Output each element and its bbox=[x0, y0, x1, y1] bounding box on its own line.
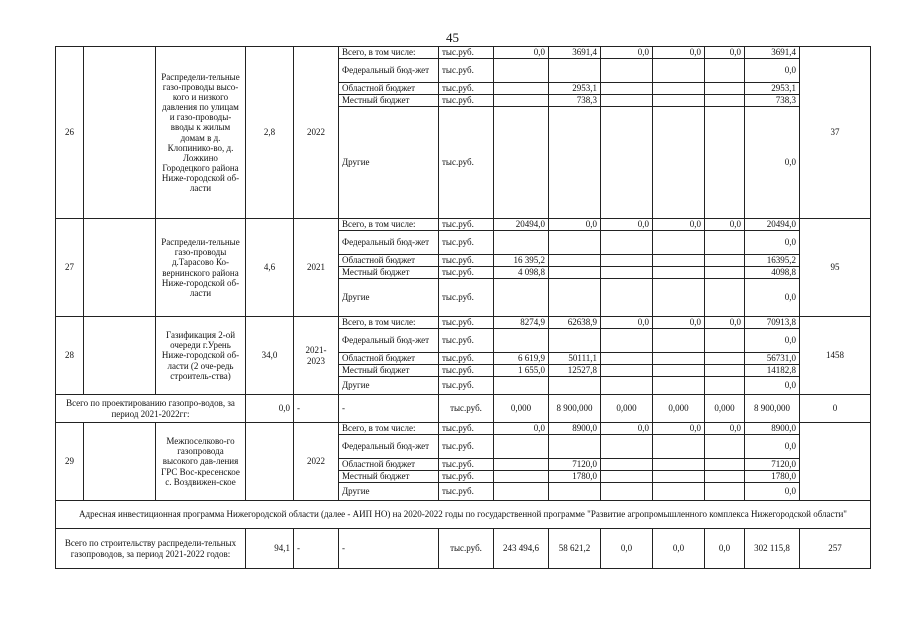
value-cell bbox=[494, 329, 549, 353]
program-header: Адресная инвестиционная программа Нижегородской области (далее - АИП НО) на 2020-2022 годы по государственной программе "Развитие агропромышленного комплекса Нижегородской области" bbox=[56, 501, 871, 529]
value-cell bbox=[705, 483, 745, 501]
summary-dash: - bbox=[294, 529, 339, 569]
value-cell: 0,0 bbox=[705, 423, 745, 435]
value-cell: 2953,1 bbox=[549, 83, 601, 95]
summary-value: 302 115,8 bbox=[745, 529, 800, 569]
value-cell: 6 619,9 bbox=[494, 353, 549, 365]
value-cell: 2953,1 bbox=[745, 83, 800, 95]
summary-result: 0 bbox=[800, 395, 871, 423]
unit: тыс.руб. bbox=[439, 365, 494, 377]
unit: тыс.руб. bbox=[439, 529, 494, 569]
value-cell bbox=[705, 83, 745, 95]
row-number: 29 bbox=[56, 423, 84, 501]
value-cell bbox=[494, 435, 549, 459]
summary-value: 243 494,6 bbox=[494, 529, 549, 569]
unit: тыс.руб. bbox=[439, 471, 494, 483]
value-cell: 56731,0 bbox=[745, 353, 800, 365]
value-cell bbox=[549, 255, 601, 267]
value-cell: 0,0 bbox=[494, 47, 549, 59]
table-row bbox=[56, 423, 871, 435]
row-empty bbox=[84, 219, 156, 317]
value-cell bbox=[494, 459, 549, 471]
value-cell bbox=[653, 231, 705, 255]
value-cell bbox=[653, 279, 705, 317]
value-cell: 738,3 bbox=[549, 95, 601, 107]
value-cell bbox=[705, 471, 745, 483]
result-cell: 1458 bbox=[800, 317, 871, 395]
table-row bbox=[56, 317, 871, 329]
value-cell bbox=[653, 353, 705, 365]
summary-value: 0,0 bbox=[653, 529, 705, 569]
funding-source: Федеральный бюд-жет bbox=[339, 231, 439, 255]
value-cell bbox=[549, 231, 601, 255]
value-cell bbox=[494, 231, 549, 255]
summary-value: 0,000 bbox=[705, 395, 745, 423]
value-cell bbox=[653, 59, 705, 83]
funding-source: Федеральный бюд-жет bbox=[339, 59, 439, 83]
value-cell bbox=[494, 279, 549, 317]
value-cell bbox=[601, 255, 653, 267]
value-cell bbox=[653, 83, 705, 95]
object-name: Распредели-тельные газо-проводы высо-кого и низкого давления по улицам и газо-проводы-вводы к жилым домам в д. Клопинико-во, д. Ложкино Городецкого района Ниже-городской об-ласти bbox=[156, 47, 246, 219]
length-km: 34,0 bbox=[246, 317, 294, 395]
summary-value: 0,0 bbox=[705, 529, 745, 569]
summary-value: 58 621,2 bbox=[549, 529, 601, 569]
value-cell: 0,0 bbox=[705, 219, 745, 231]
value-cell: 8900,0 bbox=[745, 423, 800, 435]
unit: тыс.руб. bbox=[439, 377, 494, 395]
value-cell bbox=[549, 107, 601, 219]
table-row bbox=[56, 47, 871, 59]
object-name: Межпоселково-го газопровода высокого дав-ления ГРС Вос-кресенское с. Воздвижен-ское bbox=[156, 423, 246, 501]
unit: тыс.руб. bbox=[439, 95, 494, 107]
result-cell: 37 bbox=[800, 47, 871, 219]
row-number: 28 bbox=[56, 317, 84, 395]
funding-source: Областной бюджет bbox=[339, 83, 439, 95]
summary-length: 94,1 bbox=[246, 529, 294, 569]
value-cell bbox=[601, 435, 653, 459]
value-cell: 1780,0 bbox=[549, 471, 601, 483]
value-cell bbox=[601, 483, 653, 501]
unit: тыс.руб. bbox=[439, 483, 494, 501]
unit: тыс.руб. bbox=[439, 435, 494, 459]
unit: тыс.руб. bbox=[439, 83, 494, 95]
value-cell: 50111,1 bbox=[549, 353, 601, 365]
summary-dash: - bbox=[339, 529, 439, 569]
summary-value: 0,000 bbox=[601, 395, 653, 423]
value-cell bbox=[549, 377, 601, 395]
unit: тыс.руб. bbox=[439, 317, 494, 329]
value-cell bbox=[494, 377, 549, 395]
value-cell bbox=[494, 483, 549, 501]
value-cell bbox=[653, 471, 705, 483]
value-cell bbox=[705, 107, 745, 219]
value-cell: 0,0 bbox=[653, 47, 705, 59]
value-cell bbox=[705, 279, 745, 317]
value-cell bbox=[494, 471, 549, 483]
value-cell bbox=[653, 107, 705, 219]
unit: тыс.руб. bbox=[439, 267, 494, 279]
funding-source: Другие bbox=[339, 483, 439, 501]
row-number: 26 bbox=[56, 47, 84, 219]
value-cell: 7120,0 bbox=[549, 459, 601, 471]
value-cell: 1780,0 bbox=[745, 471, 800, 483]
unit: тыс.руб. bbox=[439, 423, 494, 435]
funding-source: Федеральный бюд-жет bbox=[339, 329, 439, 353]
funding-source: Областной бюджет bbox=[339, 353, 439, 365]
value-cell: 4098,8 bbox=[745, 267, 800, 279]
value-cell: 16395,2 bbox=[745, 255, 800, 267]
value-cell: 0,0 bbox=[653, 219, 705, 231]
summary-value: 0,0 bbox=[601, 529, 653, 569]
value-cell bbox=[601, 365, 653, 377]
value-cell: 12527,8 bbox=[549, 365, 601, 377]
value-cell bbox=[653, 95, 705, 107]
table-row bbox=[56, 219, 871, 231]
length-km bbox=[246, 423, 294, 501]
unit: тыс.руб. bbox=[439, 353, 494, 365]
value-cell: 0,0 bbox=[653, 423, 705, 435]
unit: тыс.руб. bbox=[439, 219, 494, 231]
value-cell: 738,3 bbox=[745, 95, 800, 107]
funding-source: Местный бюджет bbox=[339, 267, 439, 279]
value-cell bbox=[653, 255, 705, 267]
value-cell bbox=[601, 83, 653, 95]
unit: тыс.руб. bbox=[439, 395, 494, 423]
funding-source: Местный бюджет bbox=[339, 365, 439, 377]
length-km: 2,8 bbox=[246, 47, 294, 219]
value-cell bbox=[653, 483, 705, 501]
value-cell bbox=[653, 267, 705, 279]
value-cell: 62638,9 bbox=[549, 317, 601, 329]
value-cell: 20494,0 bbox=[745, 219, 800, 231]
summary-value: 8 900,000 bbox=[745, 395, 800, 423]
value-cell bbox=[601, 267, 653, 279]
value-cell bbox=[601, 353, 653, 365]
value-cell: 3691,4 bbox=[549, 47, 601, 59]
summary-row bbox=[56, 395, 871, 423]
value-cell: 0,0 bbox=[494, 423, 549, 435]
value-cell bbox=[601, 377, 653, 395]
program-header-row bbox=[56, 501, 871, 529]
object-name: Распредели-тельные газо-проводы д.Тарасово Ко-вернинского района Ниже-городской об-ласти bbox=[156, 219, 246, 317]
value-cell: 0,0 bbox=[705, 47, 745, 59]
summary-length: 0,0 bbox=[246, 395, 294, 423]
funding-source: Областной бюджет bbox=[339, 255, 439, 267]
value-cell: 0,0 bbox=[745, 59, 800, 83]
table-body bbox=[56, 47, 871, 569]
value-cell: 0,0 bbox=[745, 279, 800, 317]
value-cell bbox=[601, 95, 653, 107]
row-empty bbox=[84, 47, 156, 219]
value-cell bbox=[705, 459, 745, 471]
value-cell: 1 655,0 bbox=[494, 365, 549, 377]
value-cell bbox=[601, 231, 653, 255]
value-cell bbox=[601, 279, 653, 317]
unit: тыс.руб. bbox=[439, 329, 494, 353]
value-cell bbox=[705, 267, 745, 279]
value-cell bbox=[601, 329, 653, 353]
investment-table bbox=[55, 46, 871, 569]
value-cell: 0,0 bbox=[601, 423, 653, 435]
value-cell: 0,0 bbox=[601, 219, 653, 231]
value-cell: 0,0 bbox=[745, 231, 800, 255]
value-cell bbox=[705, 231, 745, 255]
row-empty bbox=[84, 317, 156, 395]
value-cell bbox=[705, 435, 745, 459]
value-cell bbox=[549, 483, 601, 501]
value-cell bbox=[549, 59, 601, 83]
unit: тыс.руб. bbox=[439, 255, 494, 267]
summary-value: 8 900,000 bbox=[549, 395, 601, 423]
row-empty bbox=[84, 423, 156, 501]
value-cell: 0,0 bbox=[745, 329, 800, 353]
value-cell: 0,0 bbox=[705, 317, 745, 329]
value-cell bbox=[705, 329, 745, 353]
value-cell: 0,0 bbox=[653, 317, 705, 329]
value-cell bbox=[705, 59, 745, 83]
value-cell: 0,0 bbox=[601, 317, 653, 329]
funding-source: Всего, в том числе: bbox=[339, 423, 439, 435]
unit: тыс.руб. bbox=[439, 107, 494, 219]
value-cell bbox=[705, 255, 745, 267]
summary-value: 0,000 bbox=[653, 395, 705, 423]
value-cell bbox=[494, 59, 549, 83]
value-cell bbox=[705, 353, 745, 365]
value-cell bbox=[601, 459, 653, 471]
unit: тыс.руб. bbox=[439, 47, 494, 59]
value-cell bbox=[705, 377, 745, 395]
summary-row bbox=[56, 529, 871, 569]
value-cell bbox=[549, 279, 601, 317]
value-cell: 7120,0 bbox=[745, 459, 800, 471]
value-cell bbox=[601, 59, 653, 83]
year: 2022 bbox=[294, 47, 339, 219]
value-cell: 0,0 bbox=[745, 107, 800, 219]
value-cell bbox=[494, 107, 549, 219]
value-cell: 0,0 bbox=[745, 483, 800, 501]
page-number: 45 bbox=[446, 30, 459, 45]
value-cell: 70913,8 bbox=[745, 317, 800, 329]
value-cell bbox=[601, 107, 653, 219]
value-cell: 8900,0 bbox=[549, 423, 601, 435]
value-cell bbox=[653, 435, 705, 459]
unit: тыс.руб. bbox=[439, 459, 494, 471]
funding-source: Всего, в том числе: bbox=[339, 47, 439, 59]
value-cell: 8274,9 bbox=[494, 317, 549, 329]
object-name: Газификация 2-ой очереди г.Урень Ниже-городской об-ласти (2 оче-редь строитель-ства) bbox=[156, 317, 246, 395]
result-cell: 95 bbox=[800, 219, 871, 317]
value-cell: 0,0 bbox=[745, 435, 800, 459]
value-cell bbox=[549, 435, 601, 459]
value-cell: 0,0 bbox=[601, 47, 653, 59]
value-cell: 3691,4 bbox=[745, 47, 800, 59]
value-cell: 4 098,8 bbox=[494, 267, 549, 279]
value-cell bbox=[653, 365, 705, 377]
row-number: 27 bbox=[56, 219, 84, 317]
value-cell: 14182,8 bbox=[745, 365, 800, 377]
year: 2022 bbox=[294, 423, 339, 501]
length-km: 4,6 bbox=[246, 219, 294, 317]
value-cell: 20494,0 bbox=[494, 219, 549, 231]
value-cell bbox=[549, 329, 601, 353]
value-cell bbox=[653, 459, 705, 471]
unit: тыс.руб. bbox=[439, 59, 494, 83]
summary-value: 0,000 bbox=[494, 395, 549, 423]
unit: тыс.руб. bbox=[439, 231, 494, 255]
value-cell bbox=[653, 377, 705, 395]
summary-result: 257 bbox=[800, 529, 871, 569]
value-cell bbox=[549, 267, 601, 279]
funding-source: Областной бюджет bbox=[339, 459, 439, 471]
funding-source: Другие bbox=[339, 107, 439, 219]
value-cell bbox=[494, 83, 549, 95]
summary-dash: - bbox=[294, 395, 339, 423]
value-cell: 16 395,2 bbox=[494, 255, 549, 267]
value-cell: 0,0 bbox=[549, 219, 601, 231]
value-cell bbox=[494, 95, 549, 107]
funding-source: Местный бюджет bbox=[339, 95, 439, 107]
funding-source: Местный бюджет bbox=[339, 471, 439, 483]
value-cell bbox=[705, 95, 745, 107]
year: 2021 bbox=[294, 219, 339, 317]
summary-label: Всего по проектированию газопро-водов, за период 2021-2022гг: bbox=[56, 395, 246, 423]
summary-dash: - bbox=[339, 395, 439, 423]
funding-source: Другие bbox=[339, 279, 439, 317]
unit: тыс.руб. bbox=[439, 279, 494, 317]
value-cell bbox=[653, 329, 705, 353]
result-cell bbox=[800, 423, 871, 501]
value-cell: 0,0 bbox=[745, 377, 800, 395]
value-cell bbox=[601, 471, 653, 483]
funding-source: Всего, в том числе: bbox=[339, 317, 439, 329]
year: 2021-2023 bbox=[294, 317, 339, 395]
summary-label: Всего по строительству распредели-тельных газопроводов, за период 2021-2022 годов: bbox=[56, 529, 246, 569]
funding-source: Всего, в том числе: bbox=[339, 219, 439, 231]
funding-source: Другие bbox=[339, 377, 439, 395]
value-cell bbox=[705, 365, 745, 377]
funding-source: Федеральный бюд-жет bbox=[339, 435, 439, 459]
